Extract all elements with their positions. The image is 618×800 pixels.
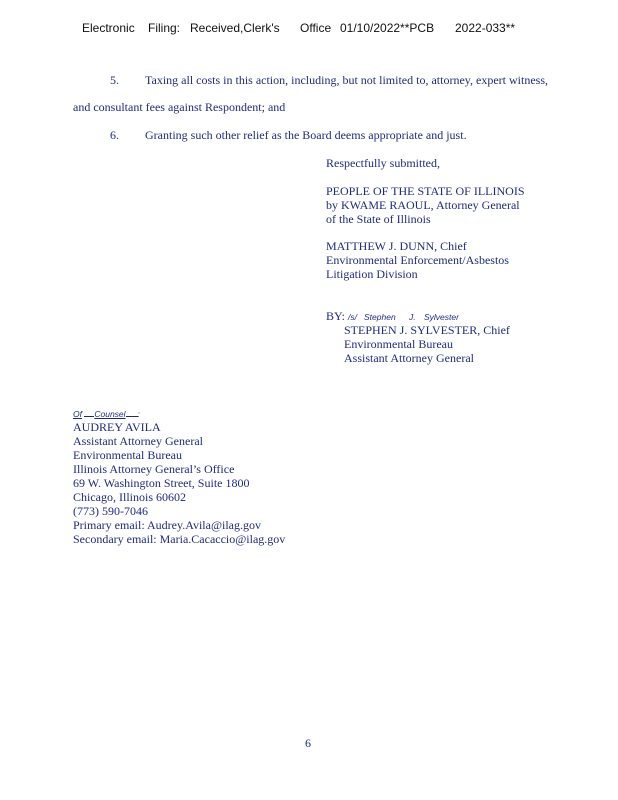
signer-title: Assistant Attorney General bbox=[344, 351, 474, 365]
of-word: Of bbox=[73, 409, 82, 419]
item-text: Granting such other relief as the Board deems appropriate and just. bbox=[145, 128, 467, 142]
counsel-bureau: Environmental Bureau bbox=[73, 448, 182, 462]
item-text: Taxing all costs in this action, including, but not limited to, attorney, expert witness, bbox=[145, 73, 548, 87]
chief-line: MATTHEW J. DUNN, Chief bbox=[326, 239, 467, 253]
of-counsel-label bbox=[73, 409, 140, 419]
signer-block bbox=[344, 323, 510, 365]
header-office: Office bbox=[300, 21, 332, 35]
header-filing: Filing: bbox=[148, 21, 181, 35]
counsel-street: 69 W. Washington Street, Suite 1800 bbox=[73, 476, 250, 490]
header-electronic: Electronic bbox=[82, 21, 135, 35]
signer-name: STEPHEN J. SYLVESTER, Chief bbox=[344, 323, 510, 337]
counsel-city: Chicago, Illinois 60602 bbox=[73, 490, 186, 504]
chief-line: Litigation Division bbox=[326, 267, 418, 281]
counsel-primary-email: Primary email: Audrey.Avila@ilag.gov bbox=[73, 518, 262, 532]
counsel-colon: : bbox=[137, 409, 140, 419]
counsel-word: Counsel bbox=[94, 409, 126, 419]
people-line: by KWAME RAOUL, Attorney General bbox=[326, 198, 520, 212]
counsel-phone: (773) 590-7046 bbox=[73, 504, 148, 518]
people-block bbox=[326, 184, 525, 226]
page-number: 6 bbox=[305, 736, 311, 750]
counsel-office: Illinois Attorney General’s Office bbox=[73, 462, 235, 476]
item-text-continued: and consultant fees against Respondent; and bbox=[73, 100, 286, 114]
chief-block bbox=[326, 239, 509, 281]
item-number: 6. bbox=[110, 128, 119, 142]
signer-bureau: Environmental Bureau bbox=[344, 337, 453, 351]
counsel-block bbox=[73, 420, 285, 546]
header-docket: 2022-033** bbox=[455, 21, 516, 35]
by-label: BY: bbox=[326, 309, 345, 323]
people-line: PEOPLE OF THE STATE OF ILLINOIS bbox=[326, 184, 525, 198]
closing-line: Respectfully submitted, bbox=[326, 156, 440, 170]
signature-s: /s/ bbox=[348, 312, 357, 322]
item-number: 5. bbox=[110, 73, 119, 87]
header-date: 01/10/2022**PCB bbox=[340, 21, 435, 35]
header-received: Received,Clerk's bbox=[190, 21, 280, 35]
people-line: of the State of Illinois bbox=[326, 212, 431, 226]
counsel-name: AUDREY AVILA bbox=[73, 420, 161, 434]
chief-line: Environmental Enforcement/Asbestos bbox=[326, 253, 509, 267]
signature-middle: J. bbox=[409, 312, 416, 322]
signature-last: Sylvester bbox=[424, 312, 459, 322]
counsel-title: Assistant Attorney General bbox=[73, 434, 203, 448]
counsel-secondary-email: Secondary email: Maria.Cacaccio@ilag.gov bbox=[73, 532, 286, 546]
signature-first: Stephen bbox=[364, 312, 396, 322]
